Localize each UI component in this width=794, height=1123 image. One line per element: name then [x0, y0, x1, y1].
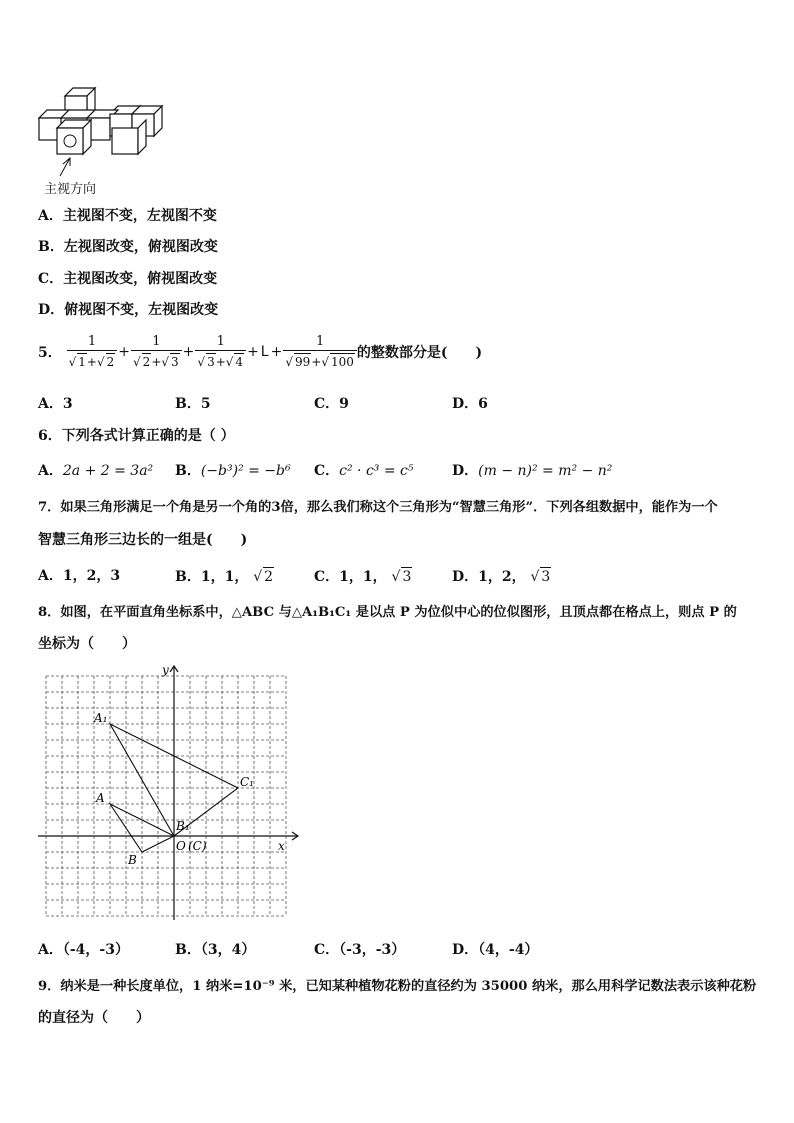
q5-option-c[interactable]: C．9	[314, 396, 349, 412]
q6-stem: 6．下列各式计算正确的是（ ）	[38, 428, 235, 444]
q8-option-d[interactable]: D．（4，-4）	[452, 942, 539, 958]
q4-option-c[interactable]: C．主视图改变，俯视图改变	[38, 271, 218, 287]
q5-fraction-2: $\frac{1}{√ 2+√ 3}$	[131, 334, 182, 370]
q7-stem-line1: 7．如果三角形满足一个角是另一个角的3倍，那么我们称这个三角形为“智慧三角形”．下列各组数据中，能作为一个	[38, 500, 718, 515]
q4-option-a[interactable]: A．主视图不变，左视图不变	[38, 208, 217, 224]
view-direction-label: 主视方向	[44, 182, 97, 197]
q5-stem: 5． $\frac{1}{√ 1+√ 2}$ + $\frac{1}{√ 2+√ 3}$ + $\frac{1}{√ 3+√ 4}$ + L + $\frac{1}{√ 99+√ 100}$ 的整数部分是( )	[38, 334, 483, 369]
point-c1-label: C₁	[240, 775, 254, 789]
q8-stem-line2: 坐标为（ ）	[38, 636, 136, 652]
q5-number: 5．	[38, 345, 62, 361]
point-b1-label: B₁	[176, 819, 190, 833]
q5-option-d[interactable]: D．6	[452, 396, 488, 412]
q7-stem-line2: 智慧三角形三边长的一组是( )	[38, 532, 248, 548]
q6-option-d[interactable]: D．(m − n)² = m² − n²	[452, 463, 613, 479]
origin-label: O	[176, 839, 186, 853]
q5-fraction-1: $\frac{1}{√ 1+√ 2}$	[67, 334, 118, 370]
q5-tail: 的整数部分是( )	[356, 345, 483, 361]
q5-fraction-4: $\frac{1}{√ 99+√ 100}$	[283, 334, 357, 370]
q6-option-c[interactable]: C．c² · c³ = c⁵	[314, 463, 414, 479]
cube-figure	[34, 84, 164, 184]
q8-option-c[interactable]: C．（-3，-3）	[314, 942, 406, 958]
q9-stem-line1: 9．纳米是一种长度单位，1 纳米=10⁻⁹ 米，已知某种植物花粉的直径约为 35000 纳米，那么用科学记数法表示该种花粉	[38, 979, 757, 994]
q5-option-a[interactable]: A．3	[38, 396, 73, 412]
point-b-label: B	[128, 853, 137, 867]
q8-stem-line1: 8．如图，在平面直角坐标系中，△ABC 与△A₁B₁C₁ 是以点 P 为位似中心的位似图形，且顶点都在格点上，则点 P 的	[38, 605, 737, 620]
q7-option-c[interactable]: C．1，1， √ 3	[314, 569, 412, 585]
q6-option-b[interactable]: B．(−b³)² = −b⁶	[175, 463, 291, 479]
coordinate-grid-figure	[36, 662, 302, 924]
point-a1-label: A₁	[94, 711, 108, 725]
q6-option-a[interactable]: A．2a + 2 = 3a²	[38, 463, 154, 479]
q5-option-b[interactable]: B．5	[175, 396, 211, 412]
q7-option-d[interactable]: D．1，2， √ 3	[452, 569, 551, 585]
q5-ellipsis: L	[260, 344, 269, 360]
point-a-label: A	[96, 791, 105, 805]
y-axis-label: y	[162, 663, 169, 677]
q4-option-d[interactable]: D．俯视图不变，左视图改变	[38, 302, 219, 318]
q4-option-b[interactable]: B．左视图改变，俯视图改变	[38, 239, 218, 255]
q7-option-b[interactable]: B．1，1， √ 2	[175, 569, 274, 585]
q5-fraction-3: $\frac{1}{√ 3+√ 4}$	[195, 334, 246, 370]
x-axis-label: x	[278, 839, 285, 853]
q7-option-a[interactable]: A．1，2，3	[38, 568, 121, 584]
q8-option-a[interactable]: A．（-4，-3）	[38, 942, 129, 958]
q9-stem-line2: 的直径为（ ）	[38, 1010, 150, 1026]
q8-option-b[interactable]: B．（3，4）	[175, 942, 256, 958]
point-c-label: (C)	[188, 839, 207, 853]
